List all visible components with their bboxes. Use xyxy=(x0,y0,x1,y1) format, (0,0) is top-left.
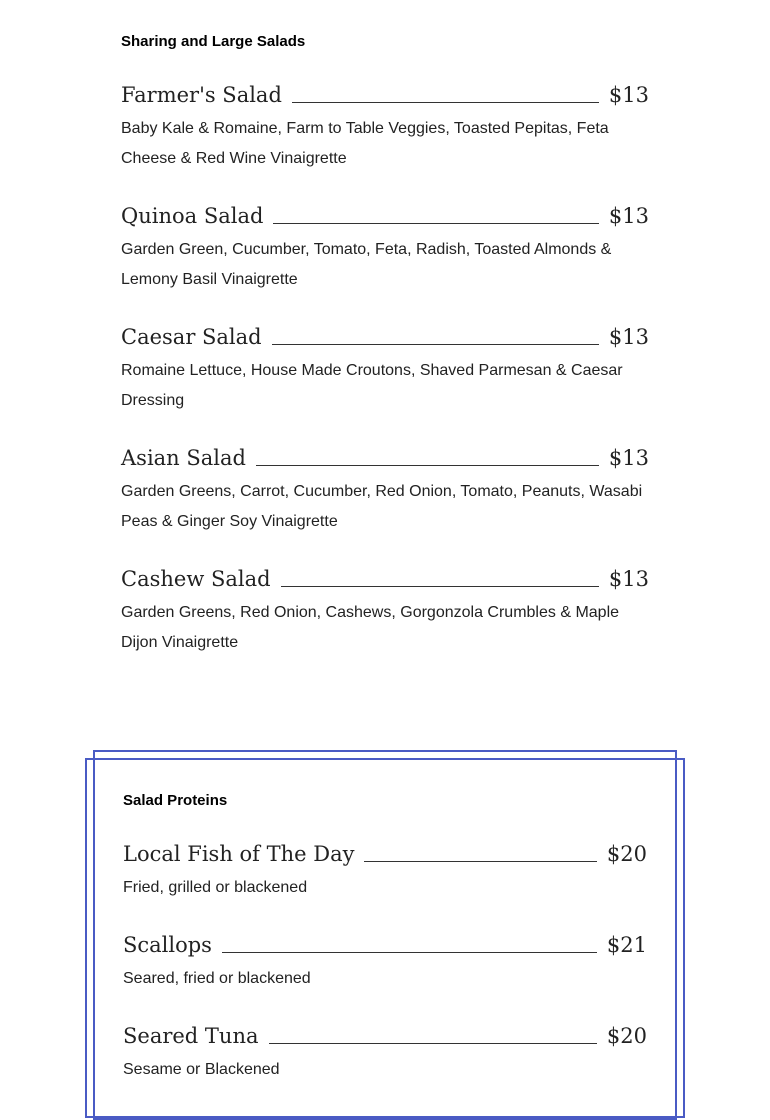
menu-item-seared-tuna xyxy=(123,1021,647,1085)
item-price: $13 xyxy=(608,83,649,107)
item-description: Baby Kale & Romaine, Farm to Table Veggies, Toasted Pepitas, Feta Cheese & Red Wine Vinaigrette xyxy=(121,120,609,167)
item-description: Romaine Lettuce, House Made Croutons, Shaved Parmesan & Caesar Dressing xyxy=(121,362,623,409)
menu-item-asian-salad xyxy=(121,443,649,537)
item-description: Garden Greens, Red Onion, Cashews, Gorgonzola Crumbles & Maple Dijon Vinaigrette xyxy=(121,604,620,651)
item-description: Garden Greens, Carrot, Cucumber, Red Onion, Tomato, Peanuts, Wasabi Peas & Ginger Soy Vinaigrette xyxy=(121,483,643,530)
leader-line xyxy=(281,586,599,587)
proteins-section-title: Salad Proteins xyxy=(123,792,228,809)
leader-line xyxy=(269,1043,597,1044)
menu-item-quinoa-salad xyxy=(121,201,649,295)
leader-line xyxy=(292,102,599,103)
item-price: $13 xyxy=(608,325,649,349)
item-price: $21 xyxy=(606,933,647,957)
menu-item-farmers-salad xyxy=(121,80,649,174)
item-price: $13 xyxy=(608,204,649,228)
leader-line xyxy=(256,465,599,466)
item-price: $20 xyxy=(606,1024,647,1048)
item-name: Asian Salad xyxy=(121,446,246,470)
menu-item-caesar-salad xyxy=(121,322,649,416)
item-description: Garden Green, Cucumber, Tomato, Feta, Radish, Toasted Almonds & Lemony Basil Vinaigrette xyxy=(121,241,612,288)
menu-item-local-fish xyxy=(123,839,647,903)
item-name: Caesar Salad xyxy=(121,325,262,349)
leader-line xyxy=(364,861,596,862)
item-name: Cashew Salad xyxy=(121,567,271,591)
item-name: Scallops xyxy=(123,933,212,957)
leader-line xyxy=(222,952,597,953)
item-price: $20 xyxy=(606,842,647,866)
salads-section-title: Sharing and Large Salads xyxy=(121,33,306,50)
item-description: Seared, fried or blackened xyxy=(123,970,311,987)
item-description: Fried, grilled or blackened xyxy=(123,879,308,896)
item-name: Farmer's Salad xyxy=(121,83,282,107)
item-price: $13 xyxy=(608,446,649,470)
item-name: Quinoa Salad xyxy=(121,204,264,228)
leader-line xyxy=(273,223,599,224)
item-description: Sesame or Blackened xyxy=(123,1061,280,1078)
menu-item-cashew-salad xyxy=(121,564,649,658)
leader-line xyxy=(272,344,599,345)
item-price: $13 xyxy=(608,567,649,591)
menu-item-scallops xyxy=(123,930,647,994)
item-name: Local Fish of The Day xyxy=(123,842,355,866)
item-name: Seared Tuna xyxy=(123,1024,259,1048)
